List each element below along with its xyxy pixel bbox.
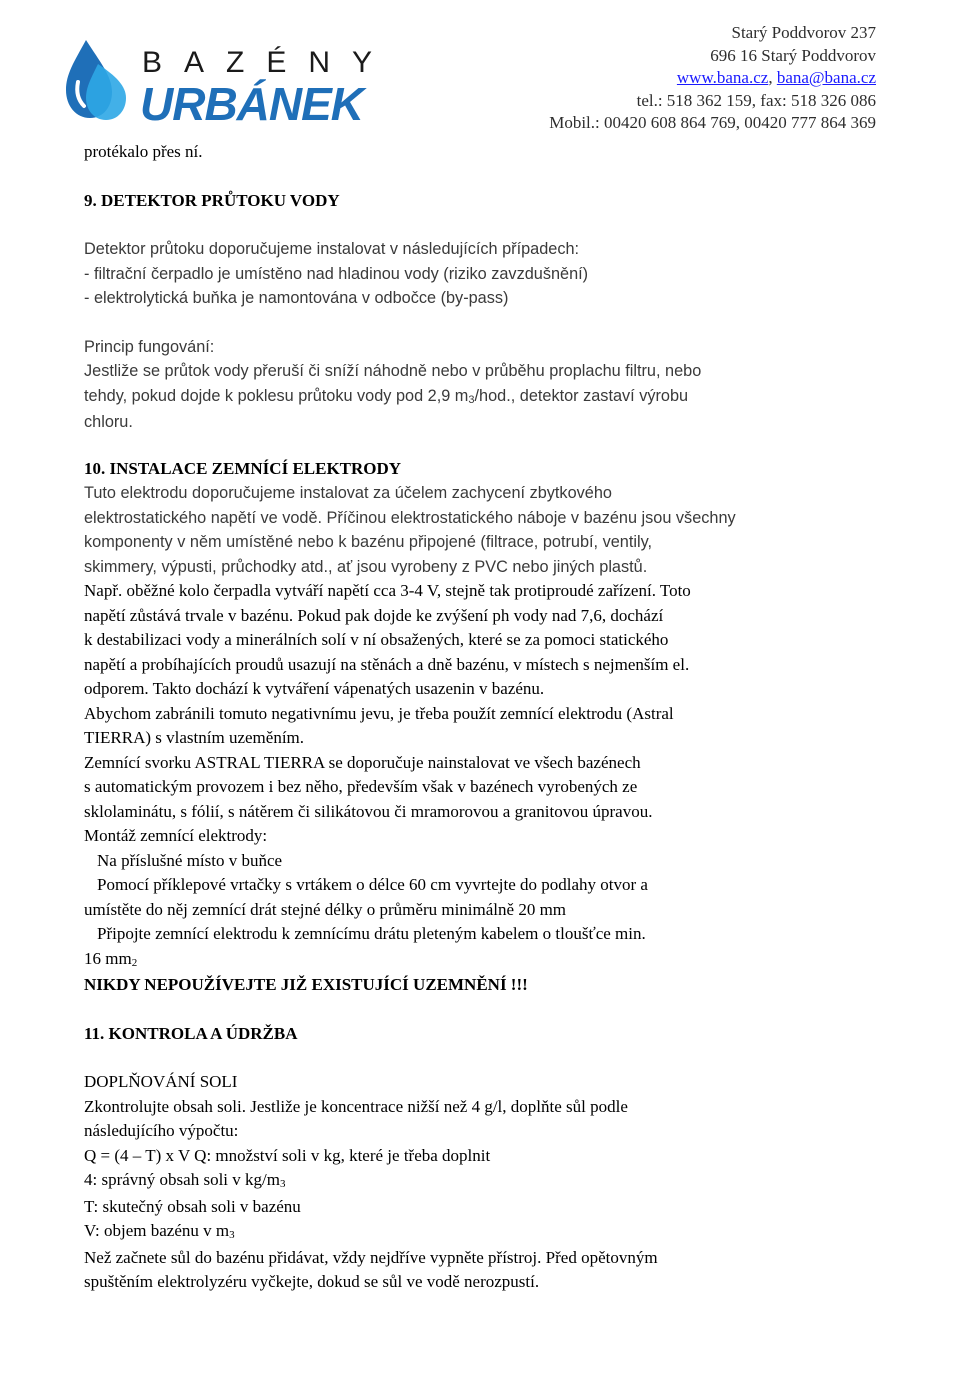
section-11-heading: 11. KONTROLA A ÚDRŽBA xyxy=(84,1023,298,1043)
s10-line-15: Montáž zemnící elektrody: xyxy=(84,826,268,845)
mobile-line: Mobil.: 00420 608 864 769, 00420 777 864 369 xyxy=(549,113,876,132)
s10-line-13: s automatickým provozem i bez něho, především však v bazénech vyrobených ze xyxy=(84,777,638,796)
email-link[interactable]: bana@bana.cz xyxy=(776,68,876,87)
s10-line-6: napětí zůstává trvale v bazénu. Pokud pak dojde ke zvýšení ph vody nad 7,6, dochází xyxy=(84,605,664,625)
s10-line-5: Např. oběžné kolo čerpadla vytváří napětí cca 3-4 V, stejně tak protiproudé zařízení. Toto xyxy=(84,581,691,600)
s10-line-17: Pomocí příklepové vrtačky s vrtákem o délce 60 cm vyvrtejte do podlahy otvor a xyxy=(97,875,648,894)
s11-line-7: Než začnete sůl do bazénu přidávat, vždy nejdříve vypněte přístroj. Před opětovným xyxy=(84,1247,658,1267)
contact-block xyxy=(549,22,876,135)
s10-line-7: k destabilizaci vody a minerálních solí v ní obsažených, které se za pomoci statického xyxy=(84,630,669,649)
phone-line: tel.: 518 362 159, fax: 518 326 086 xyxy=(636,90,876,110)
s9-item-1: - filtrační čerpadlo je umístěno nad hladinou vody (riziko zavzdušnění) xyxy=(84,264,589,283)
s11-line-4: 4: správný obsah soli v kg/m3 xyxy=(84,1170,286,1190)
company-logo xyxy=(64,34,404,128)
s10-line-2: elektrostatického napětí ve vodě. Příčinou elektrostatického náboje v bazénu jsou všechny xyxy=(84,508,736,527)
s11-subheading: DOPLŇOVÁNÍ SOLI xyxy=(84,1072,238,1091)
s9-intro: Detektor průtoku doporučujeme instalovat v následujících případech: xyxy=(84,240,580,258)
document-body xyxy=(84,140,884,1295)
s9-princip-heading: Princip fungování: xyxy=(84,337,215,356)
s9-item-2: - elektrolytická buňka je namontována v odbočce (by-pass) xyxy=(84,289,509,307)
section-9-heading: 9. DETEKTOR PRŮTOKU VODY xyxy=(84,190,340,210)
s11-line-2: následujícího výpočtu: xyxy=(84,1121,239,1140)
s11-line-6: V: objem bazénu v m3 xyxy=(84,1221,235,1241)
s10-line-16: Na příslušné místo v buňce xyxy=(97,850,283,870)
logo-word-urbanek: URBÁNEK xyxy=(140,78,363,128)
s10-line-4: skimmery, výpusti, průchodky atd., ať jsou vyrobeny z PVC nebo jiných plastů. xyxy=(84,557,648,576)
continuation-text: protékalo přes ní. xyxy=(84,142,203,161)
logo-word-bazeny: BAZÉNY xyxy=(142,46,395,79)
s10-line-20: 16 mm2 xyxy=(84,948,138,969)
s10-line-3: komponenty v něm umístěné nebo k bazénu připojené (filtrace, potrubí, ventily, xyxy=(84,533,653,551)
s11-line-1: Zkontrolujte obsah soli. Jestliže je koncentrace nižší než 4 g/l, doplňte sůl podle xyxy=(84,1096,628,1116)
s11-line-5: T: skutečný obsah soli v bazénu xyxy=(84,1196,301,1216)
water-drops-icon xyxy=(66,40,126,120)
s10-line-9: odporem. Takto dochází k vytváření vápenatých usazenin v bazénu. xyxy=(84,679,545,698)
s10-line-12: Zemnící svorku ASTRAL TIERRA se doporučuje nainstalovat ve všech bazénech xyxy=(84,752,641,772)
section-10-heading: 10. INSTALACE ZEMNÍCÍ ELEKTRODY xyxy=(84,458,402,478)
s9-p1: Jestliže se průtok vody přeruší či sníží náhodně nebo v průběhu proplachu filtru, nebo xyxy=(84,362,702,380)
website-link[interactable]: www.bana.cz xyxy=(676,68,769,87)
web-email-line: www.bana.cz, bana@bana.cz xyxy=(676,68,876,87)
s10-warning: NIKDY NEPOUŽÍVEJTE JIŽ EXISTUJÍCÍ UZEMNĚNÍ !!! xyxy=(84,975,528,994)
s10-line-14: sklolaminátu, s fólií, s nátěrem či silikátovou či mramorovou a granitovou úpravou. xyxy=(84,801,653,821)
s10-line-11: TIERRA) s vlastním uzeměním. xyxy=(84,728,305,747)
s10-line-10: Abychom zabránili tomuto negativnímu jevu, je třeba použít zemnící elektrodu (Astral xyxy=(84,703,674,723)
address-line-2: 696 16 Starý Poddvorov xyxy=(710,45,876,65)
s10-line-19: Připojte zemnící elektrodu k zemnícímu drátu pleteným kabelem o tloušťce min. xyxy=(97,924,646,943)
s10-line-8: napětí a probíhajících proudů usazují na stěnách a dně bazénu, v místech s nejmenším el. xyxy=(84,654,690,674)
address-line-1: Starý Poddvorov 237 xyxy=(731,23,876,42)
s9-p3: chloru. xyxy=(84,413,133,431)
s11-line-8: spuštěním elektrolyzéru vyčkejte, dokud se sůl ve vodě nerozpustí. xyxy=(84,1272,540,1291)
s9-p2: tehdy, pokud dojde k poklesu průtoku vody pod 2,9 m3/hod., detektor zastaví výrobu xyxy=(84,386,689,406)
s10-line-1: Tuto elektrodu doporučujeme instalovat za účelem zachycení zbytkového xyxy=(84,484,612,502)
s11-formula: Q = (4 – T) x V Q: množství soli v kg, které je třeba doplnit xyxy=(84,1145,491,1165)
s10-line-18: umístěte do něj zemnící drát stejné délky o průměru minimálně 20 mm xyxy=(84,899,567,919)
